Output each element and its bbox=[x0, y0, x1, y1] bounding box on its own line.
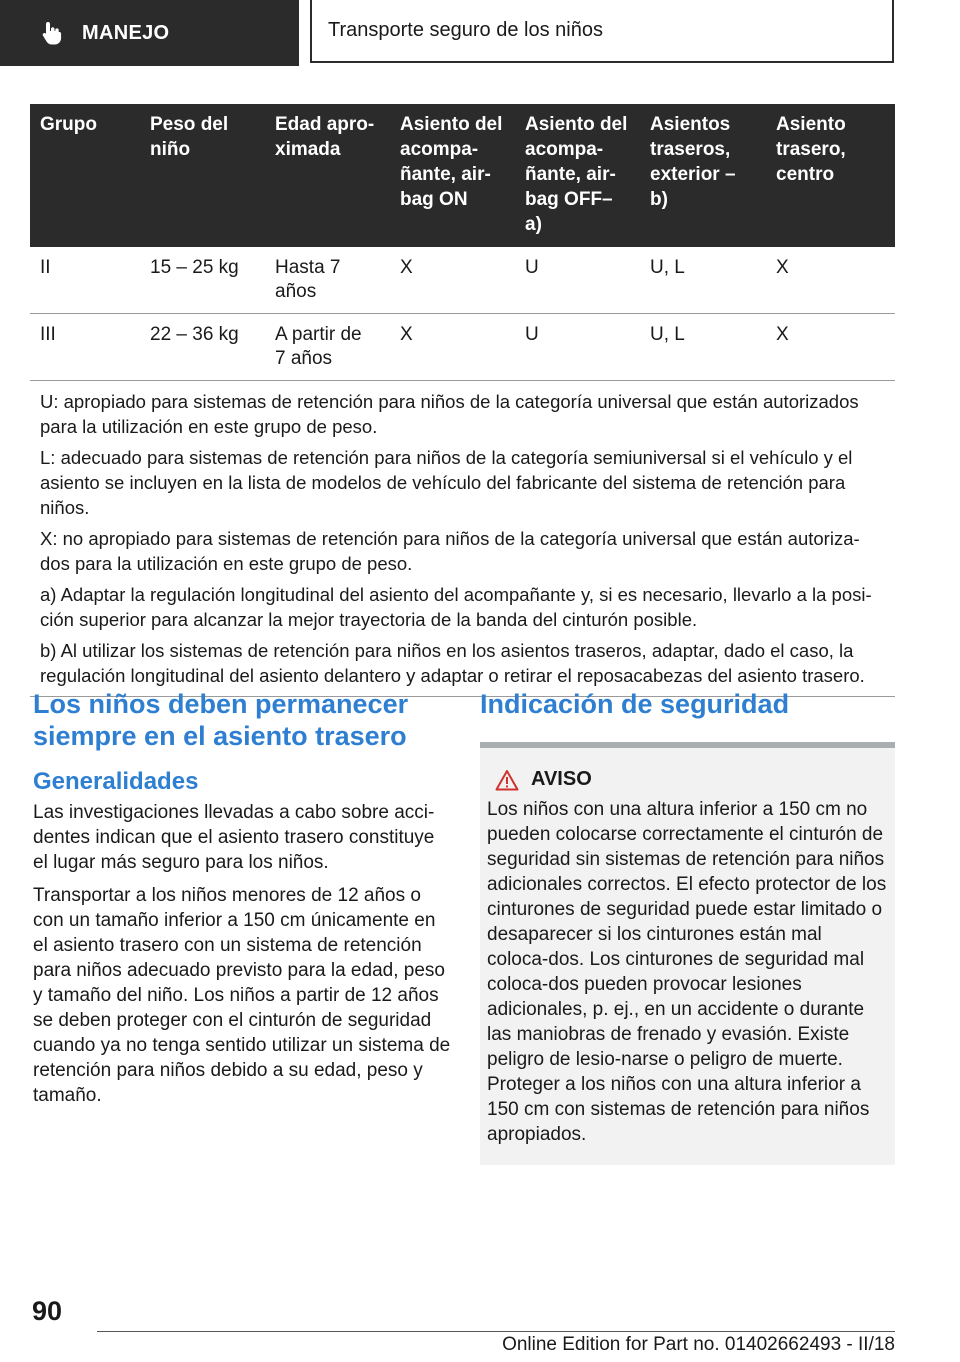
section-tab bbox=[0, 0, 299, 66]
table-notes bbox=[30, 381, 895, 697]
header-cell-acompanante-off: Asiento del acompa- ñante, air- bag OFF– a) bbox=[515, 104, 640, 247]
page-header bbox=[0, 0, 960, 66]
section-heading: Los niños deben permanecer siempre en el asiento trasero bbox=[33, 689, 409, 751]
hand-pointer-icon bbox=[38, 19, 66, 47]
note-u: U: apropiado para sistemas de retención para niños de la categoría universal que están autorizados para la utilización en este grupo de peso. bbox=[40, 391, 859, 437]
page-number: 90 bbox=[32, 1296, 63, 1326]
table-cell: U bbox=[515, 314, 640, 381]
table-notes-row bbox=[30, 381, 895, 697]
warning-title: AVISO bbox=[531, 768, 592, 790]
chapter-title: Transporte seguro de los niños bbox=[310, 0, 894, 63]
note-x: X: no apropiado para sistemas de retención para niños de la categoría universal que están autoriza-dos para la utilización en este grupo de peso. bbox=[40, 528, 860, 574]
header-cell-traseros-exterior: Asientos traseros, exterior – b) bbox=[640, 104, 766, 247]
header-cell-acompanante-on: Asiento del acompa- ñante, air- bag ON bbox=[390, 104, 515, 247]
table-cell: III bbox=[30, 314, 140, 381]
header-cell-grupo: Grupo bbox=[30, 104, 140, 247]
right-column bbox=[480, 688, 895, 1165]
table-cell: U, L bbox=[640, 247, 766, 314]
footer-divider bbox=[97, 1331, 895, 1332]
note-b: b) Al utilizar los sistemas de retención para niños en los asientos traseros, adaptar, dado el caso, la regulación longitudinal del asiento delantero y adaptar o retirar el reposacabezas del asiento trasero. bbox=[40, 640, 865, 686]
table-header-row bbox=[30, 104, 895, 247]
table-cell: X bbox=[766, 247, 895, 314]
table-cell: X bbox=[390, 247, 515, 314]
table-cell: U bbox=[515, 247, 640, 314]
header-cell-peso: Peso del niño bbox=[140, 104, 265, 247]
table-cell: X bbox=[390, 314, 515, 381]
note-l: L: adecuado para sistemas de retención para niños de la categoría semiuniversal si el vehículo y el asiento se incluyen en la lista de modelos de vehículo del fabricante del sistema de retención para niños. bbox=[40, 447, 853, 518]
note-a: a) Adaptar la regulación longitudinal del asiento del acompañante y, si es necesario, llevarlo a la posi-ción superior para alcanzar la mejor trayectoria de la banda del cinturón posible. bbox=[40, 584, 872, 630]
table-cell: A partir de 7 años bbox=[265, 314, 390, 381]
section-label: MANEJO bbox=[82, 21, 170, 44]
subsection-heading: Generalidades bbox=[33, 768, 199, 795]
table-cell: 22 – 36 kg bbox=[140, 314, 265, 381]
table-cell: Hasta 7 años bbox=[265, 247, 390, 314]
body-paragraph: Las investigaciones llevadas a cabo sobre acci-dentes indican que el asiento trasero constituye el lugar más seguro para los niños. bbox=[33, 802, 435, 873]
body-paragraph: Transportar a los niños menores de 12 años o con un tamaño inferior a 150 cm únicamente en el asiento trasero con un sistema de retención para niños adecuado previsto para la edad, peso y tamaño del niño. Los niños a partir de 12 años se deben proteger con el cinturón de seguridad cuando ya no tenga sentido utilizar un sistema de retención para niños debido a su edad, peso y tamaño. bbox=[33, 885, 451, 1106]
table-row bbox=[30, 247, 895, 314]
table-cell: U, L bbox=[640, 314, 766, 381]
warning-triangle-icon bbox=[495, 769, 519, 791]
table-row bbox=[30, 314, 895, 381]
warning-title-row bbox=[487, 768, 887, 791]
table-cell: X bbox=[766, 314, 895, 381]
child-seat-table bbox=[30, 104, 895, 697]
warning-box bbox=[480, 748, 895, 1165]
warning-text: Los niños con una altura inferior a 150 cm no pueden colocarse correctamente el cinturón de seguridad sin sistemas de retención para niños adicionales correctos. El efecto protector de los cinturones de seguridad puede estar limitado o desaparecer si los cinturones están mal coloca-dos. Los cinturones de seguridad mal coloca-dos pueden provocar lesiones adicionales, p. ej., en un accidente o durante las maniobras de frenado y evasión. Existe peligro de lesio-narse o peligro de muerte. Proteger a los niños con una altura inferior a 150 cm con sistemas de retención para niños apropiados. bbox=[487, 799, 887, 1145]
left-column bbox=[33, 688, 451, 1116]
table-cell: 15 – 25 kg bbox=[140, 247, 265, 314]
safety-heading: Indicación de seguridad bbox=[480, 689, 790, 719]
header-cell-trasero-centro: Asiento trasero, centro bbox=[766, 104, 895, 247]
header-cell-edad: Edad apro- ximada bbox=[265, 104, 390, 247]
table-cell: II bbox=[30, 247, 140, 314]
edition-text: Online Edition for Part no. 01402662493 - II/18 bbox=[502, 1334, 895, 1355]
